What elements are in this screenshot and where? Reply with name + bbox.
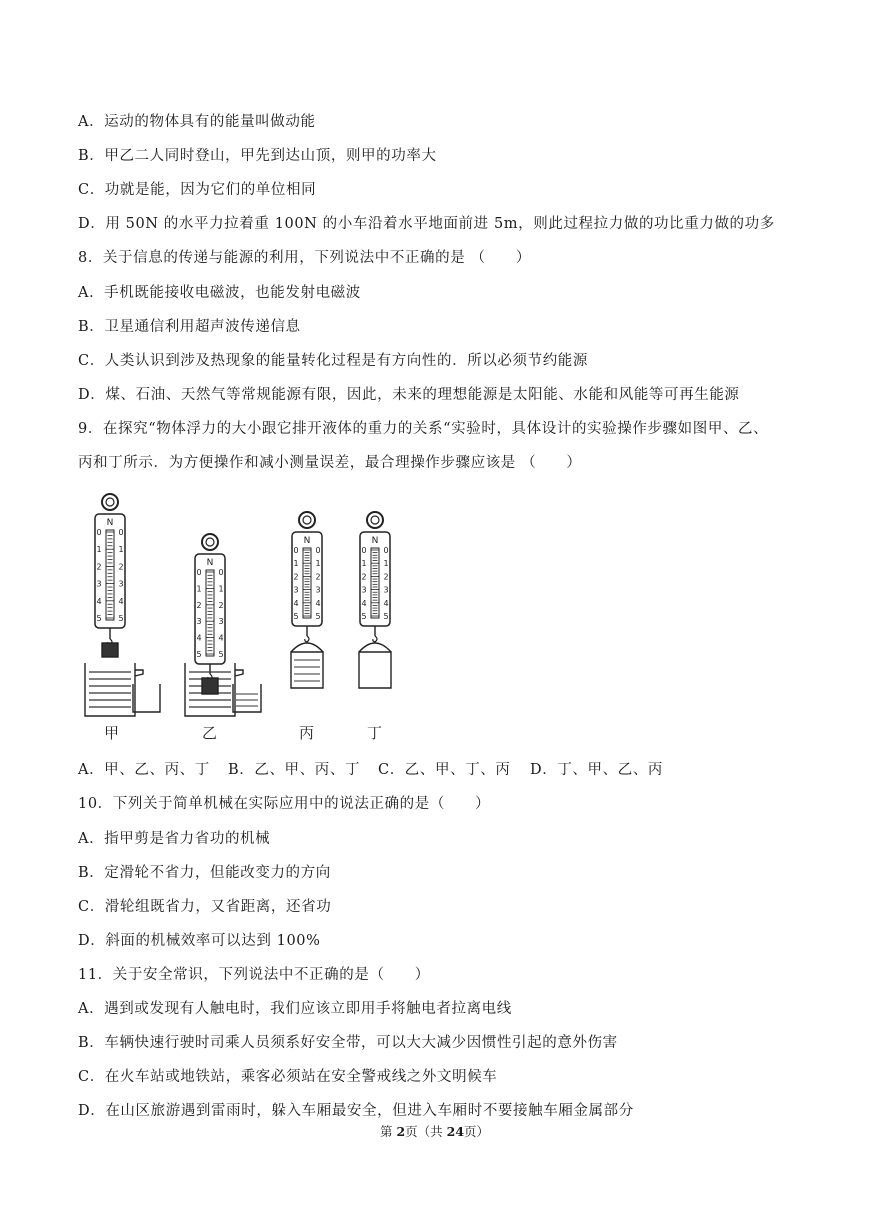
scale-number: 5 xyxy=(361,612,367,621)
spring-scale-yi xyxy=(195,534,225,680)
scale-number: 3 xyxy=(196,617,202,627)
q9-option-c: C．乙、甲、丁、丙 xyxy=(378,762,511,778)
scale-number: 2 xyxy=(361,572,367,582)
scale-number: 0 xyxy=(361,546,367,555)
footer-middle: 页（共 xyxy=(405,1124,447,1139)
panel-label-ding: 丁 xyxy=(367,724,383,742)
scale-number: 3 xyxy=(383,585,389,595)
scale-number: 4 xyxy=(96,596,102,606)
q11-option-d: D．在山区旅游遇到雷雨时，躲入车厢最安全，但进入车厢时不要接触车厢金属部分 xyxy=(78,1103,634,1119)
footer-total-pages: 24 xyxy=(446,1124,465,1139)
q7-option-a: A．运动的物体具有的能量叫做动能 xyxy=(78,114,316,130)
scale-unit-label: N xyxy=(206,558,214,568)
cup-bing xyxy=(291,652,323,688)
panel-label-bing: 丙 xyxy=(299,724,315,742)
scale-number: 1 xyxy=(315,559,321,569)
footer-page-number: 2 xyxy=(396,1124,406,1139)
scale-number: 0 xyxy=(196,568,202,577)
scale-number: 4 xyxy=(196,633,202,643)
q10-option-c: C．滑轮组既省力，又省距离，还省功 xyxy=(78,899,332,915)
spring-scale-bing xyxy=(292,512,322,642)
scale-unit-label: N xyxy=(371,536,379,546)
q7-option-c: C．功就是能，因为它们的单位相同 xyxy=(78,182,317,198)
scale-number: 3 xyxy=(96,579,102,589)
scale-number: 4 xyxy=(315,598,321,608)
scale-number: 1 xyxy=(218,584,224,594)
cup-jia xyxy=(133,684,160,712)
scale-number: 4 xyxy=(383,598,389,608)
scale-number: 3 xyxy=(315,585,321,595)
scale-number: 5 xyxy=(196,650,202,659)
scale-number: 5 xyxy=(315,612,321,621)
page-footer xyxy=(0,1124,869,1140)
q11-option-b: B．车辆快速行驶时司乘人员须系好安全带，可以大大减少因惯性引起的意外伤害 xyxy=(78,1035,618,1051)
cup-ding xyxy=(359,652,391,688)
scale-number: 3 xyxy=(218,617,224,627)
q7-option-d: D．用 50N 的水平力拉着重 100N 的小车沿着水平地面前进 5m，则此过程拉力做的功比重力做的功多 xyxy=(78,216,775,232)
scale-number: 1 xyxy=(361,559,367,569)
q9-option-d: D．丁、甲、乙、丙 xyxy=(530,762,664,778)
scale-number: 1 xyxy=(96,545,102,555)
scale-number: 1 xyxy=(118,545,124,555)
handle-bing xyxy=(291,643,323,652)
q8-option-a: A．手机既能接收电磁波，也能发射电磁波 xyxy=(78,285,361,301)
scale-number: 4 xyxy=(218,633,224,643)
scale-number: 2 xyxy=(218,600,224,610)
scale-number: 3 xyxy=(361,585,367,595)
q9-options xyxy=(78,760,663,780)
scale-number: 4 xyxy=(293,598,299,608)
question-10-stem: 10．下列关于简单机械在实际应用中的说法正确的是（ ） xyxy=(78,796,491,812)
cup-water-bing xyxy=(294,660,320,681)
scale-number: 2 xyxy=(118,562,124,572)
spout-yi xyxy=(235,670,243,676)
scale-number: 3 xyxy=(293,585,299,595)
cup-yi xyxy=(233,684,261,712)
spring-scale-diagram xyxy=(75,488,405,746)
scale-number: 0 xyxy=(315,546,321,555)
q8-option-d: D．煤、石油、天然气等常规能源有限，因此，未来的理想能源是太阳能、水能和风能等可再生能源 xyxy=(78,387,740,403)
q10-option-d: D．斜面的机械效率可以达到 100% xyxy=(78,933,321,949)
q10-option-a: A．指甲剪是省力省功的机械 xyxy=(78,831,271,847)
scale-number: 2 xyxy=(196,600,202,610)
scale-number: 0 xyxy=(96,528,102,537)
q10-option-b: B．定滑轮不省力，但能改变力的方向 xyxy=(78,865,331,881)
scale-number: 5 xyxy=(218,650,224,659)
scale-number: 0 xyxy=(218,568,224,577)
q11-option-c: C．在火车站或地铁站，乘客必须站在安全警戒线之外文明候车 xyxy=(78,1069,498,1085)
spring-scale-jia xyxy=(95,494,125,645)
scale-number: 0 xyxy=(118,528,124,537)
scale-number: 1 xyxy=(196,584,202,594)
question-8-stem: 8．关于信息的传递与能源的利用，下列说法中不正确的是 （ ） xyxy=(78,250,531,266)
question-9-stem-line1: 9．在探究“物体浮力的大小跟它排开液体的重力的关系“实验时，具体设计的实验操作步骤如图甲、乙、 xyxy=(78,421,769,437)
footer-prefix: 第 xyxy=(379,1124,397,1139)
footer-suffix: 页） xyxy=(464,1124,490,1139)
block-jia xyxy=(102,643,118,657)
spring-scale-figure xyxy=(75,488,405,746)
scale-number: 5 xyxy=(383,612,389,621)
q8-option-c: C．人类认识到涉及热现象的能量转化过程是有方向性的．所以必须节约能源 xyxy=(78,353,588,369)
q9-option-b: B．乙、甲、丙、丁 xyxy=(228,762,361,778)
scale-number: 4 xyxy=(361,598,367,608)
q8-option-b: B．卫星通信利用超声波传递信息 xyxy=(78,319,301,335)
scale-number: 3 xyxy=(118,579,124,589)
handle-ding xyxy=(359,643,391,652)
panel-label-jia: 甲 xyxy=(104,724,120,742)
scale-unit-label: N xyxy=(303,536,311,546)
scale-number: 1 xyxy=(383,559,389,569)
scale-number: 2 xyxy=(96,562,102,572)
scale-number: 5 xyxy=(118,614,124,623)
scale-number: 1 xyxy=(293,559,299,569)
spout-jia xyxy=(135,670,143,676)
scale-number: 2 xyxy=(315,572,321,582)
water-jia xyxy=(89,672,131,707)
scale-number: 0 xyxy=(293,546,299,555)
scale-unit-label: N xyxy=(106,518,114,528)
block-yi xyxy=(202,678,218,694)
spring-scale-ding xyxy=(360,512,390,642)
beaker-jia xyxy=(85,663,135,716)
q9-option-a: A．甲、乙、丙、丁 xyxy=(78,762,210,778)
question-11-stem: 11．关于安全常识，下列说法中不正确的是（ ） xyxy=(78,967,430,983)
scale-number: 5 xyxy=(96,614,102,623)
panel-label-yi: 乙 xyxy=(202,724,218,742)
scale-number: 5 xyxy=(293,612,299,621)
scale-number: 0 xyxy=(383,546,389,555)
q11-option-a: A．遇到或发现有人触电时，我们应该立即用手将触电者拉离电线 xyxy=(78,1001,512,1017)
q7-option-b: B．甲乙二人同时登山，甲先到达山顶，则甲的功率大 xyxy=(78,148,437,164)
scale-number: 2 xyxy=(293,572,299,582)
question-9-stem-line2: 丙和丁所示．为方便操作和减小测量误差，最合理操作步骤应该是 （ ） xyxy=(78,455,582,471)
scale-number: 2 xyxy=(383,572,389,582)
cup-water-yi xyxy=(236,694,258,706)
scale-number: 4 xyxy=(118,596,124,606)
